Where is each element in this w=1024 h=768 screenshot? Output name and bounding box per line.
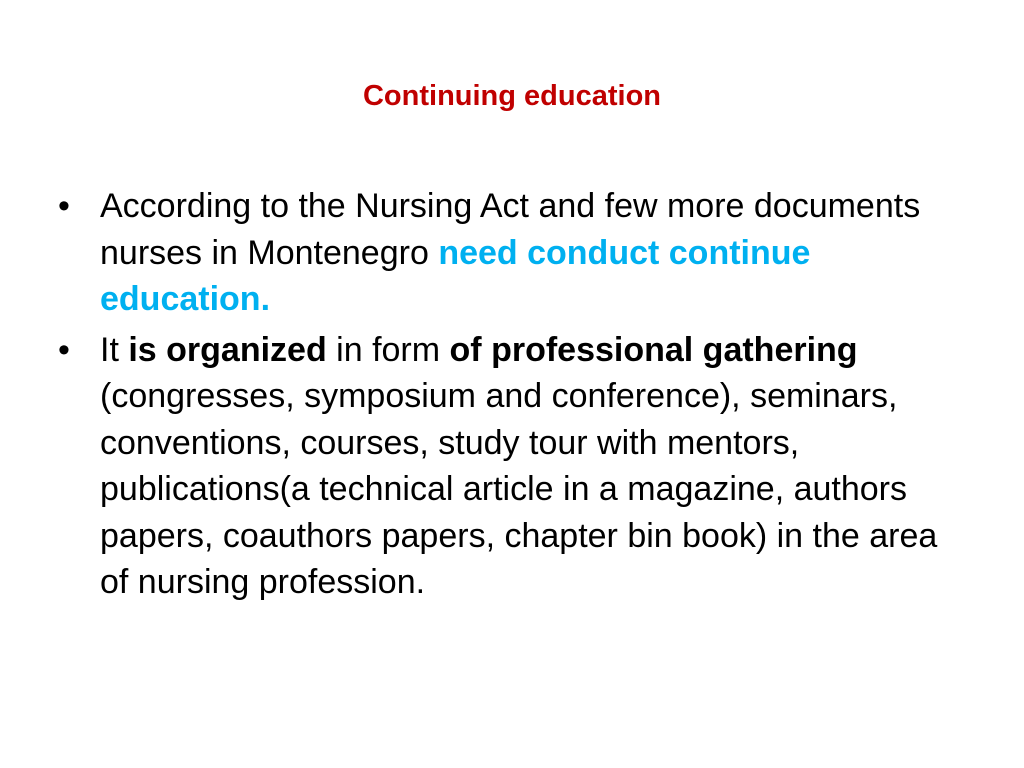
slide-title: Continuing education <box>362 80 661 112</box>
highlighted-text: need conduct continue education. <box>100 233 811 318</box>
bullet-text-segment: According to the Nursing Act and few more documents nurses in Montenegro <box>100 187 921 272</box>
bullet-item-nursing-act <box>56 183 966 323</box>
bullet-dot-icon: • <box>58 187 70 225</box>
bold-text: of professional gathering <box>449 330 858 369</box>
bullet-text-segment: (congresses, symposium and conference), seminars, conventions, courses, study tour with mentors, publications(a technical article in a magazine, authors papers, coauthors papers, chapter bin book) in the area of nursing profession. <box>100 377 938 601</box>
bullet-text-segment: in form <box>326 330 450 369</box>
bullet-text-segment: It <box>100 330 129 369</box>
bullet-item-organization <box>56 327 966 606</box>
bold-text: is organized <box>128 330 327 369</box>
bullet-dot-icon: • <box>58 330 70 369</box>
bullet-list <box>56 183 966 610</box>
